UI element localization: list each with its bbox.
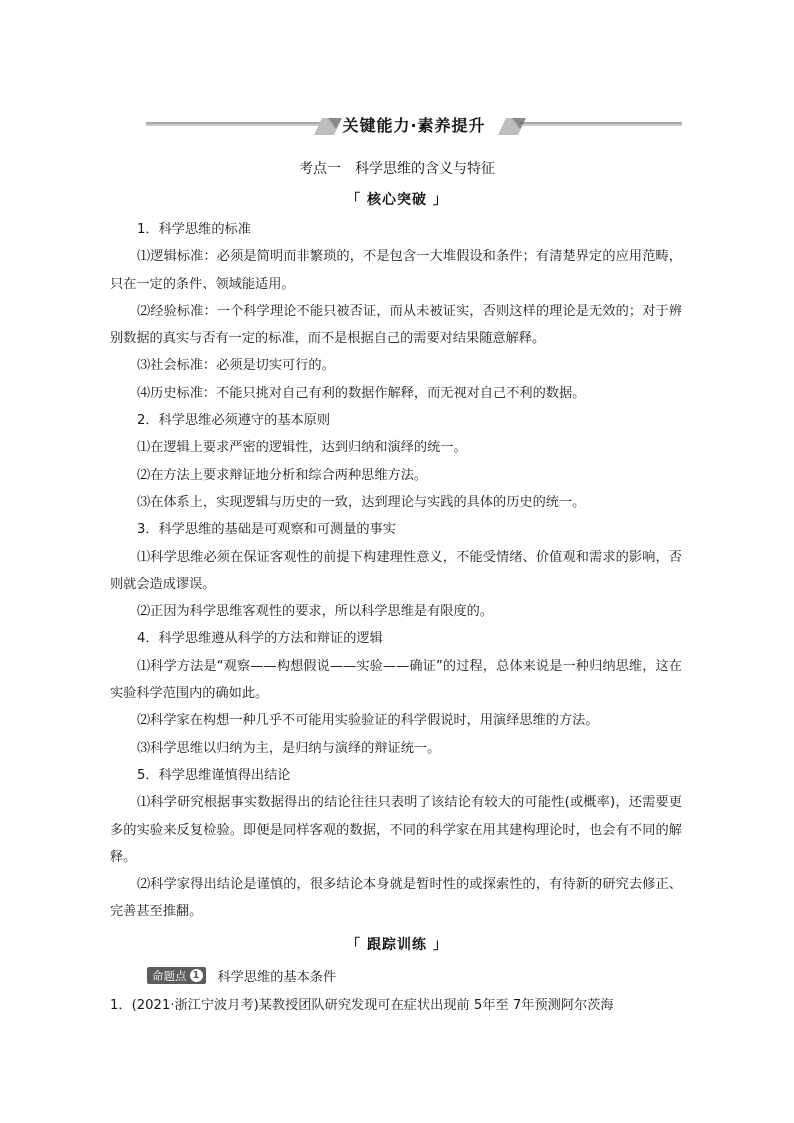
paragraph: ⑶社会标准：必须是切实可行的。 [137,358,335,374]
paragraph: ⑵科学家得出结论是谨慎的，很多结论本身就是暂时性的或探索性的，有待新的研究去修正、完善甚至推翻。 [110,877,682,920]
paragraph: 5．科学思维谨慎得出结论 [137,767,291,783]
paragraph: ⑴逻辑标准：必须是简明而非繁琐的，不是包含一大堆假设和条件；有清楚界定的应用范畴，只在一定的条件、领域能适用。 [110,249,682,292]
core-heading: 「 核心突破 」 [346,192,448,208]
subtitle-text: 科学思维的含义与特征 [355,161,495,177]
topic-title: 科学思维的基本条件 [217,970,337,985]
paragraph: ⑴科学方法是“观察——构想假说——实验——确证”的过程，总体来说是一种归纳思维，这在实验科学范围内的确如此。 [110,658,682,702]
paragraph: ⑵科学家在构想一种几乎不可能用实验验证的科学假说时，用演绎思维的方法。 [137,713,599,729]
paragraph: ⑴科学思维必须在保证客观性的前提下构建理性意义，不能受情绪、价值观和需求的影响，否则就会造成谬误。 [110,549,682,592]
subtitle-number: 考点一 [299,161,341,177]
paragraph: ⑴科学研究根据事实数据得出的结论往往只表明了该结论有较大的可能性(或概率)，还需要更多的实验来反复检验。即便是同样客观的数据，不同的科学家在用其建构理论时，也会有不同的解释。 [110,795,682,865]
paragraph: 2．科学思维必须遵守的基本原则 [137,413,331,429]
paragraph: ⑷历史标准：不能只挑对自己有利的数据作解释，而无视对自己不利的数据。 [137,385,586,401]
topic-badge-label: 命题点 [152,968,187,983]
topic-line [147,966,336,988]
banner-title: 关键能力·素养提升 [342,116,486,135]
topic-badge [147,967,206,984]
paragraph: ⑶在体系上，实现逻辑与历史的一致，达到理论与实践的具体的历史的统一。 [137,494,586,510]
paragraph: ⑵经验标准：一个科学理论不能只被否证，而从未被证实，否则这样的理论是无效的；对于辨别数据的真实与否有一定的标准，而不是根据自己的需要对结果随意解释。 [110,303,682,347]
body-content [110,216,682,926]
section-subtitle [0,158,794,178]
paragraph: ⑵在方法上要求辩证地分析和综合两种思维方法。 [137,467,428,483]
topic-badge-number: 1 [190,969,203,982]
paragraph: 4．科学思维遵从科学的方法和辩证的逻辑 [137,631,383,647]
follow-heading: 「 跟踪训练 」 [346,937,448,953]
paragraph: ⑵正因为科学思维客观性的要求，所以科学思维是有限度的。 [137,604,494,620]
section-banner [146,109,682,139]
paragraph: 1．科学思维的标准 [137,222,251,237]
paragraph: ⑶科学思维以归纳为主，是归纳与演绎的辩证统一。 [137,740,441,756]
paragraph: 3．科学思维的基础是可观察和可测量的事实 [137,522,396,538]
paragraph: ⑴在逻辑上要求严密的逻辑性，达到归纳和演绎的统一。 [137,440,467,456]
question-1: 1．(2021·浙江宁波月考)某教授团队研究发现可在症状出现前 5年至 7年预测阿尔茨海 [110,998,614,1013]
